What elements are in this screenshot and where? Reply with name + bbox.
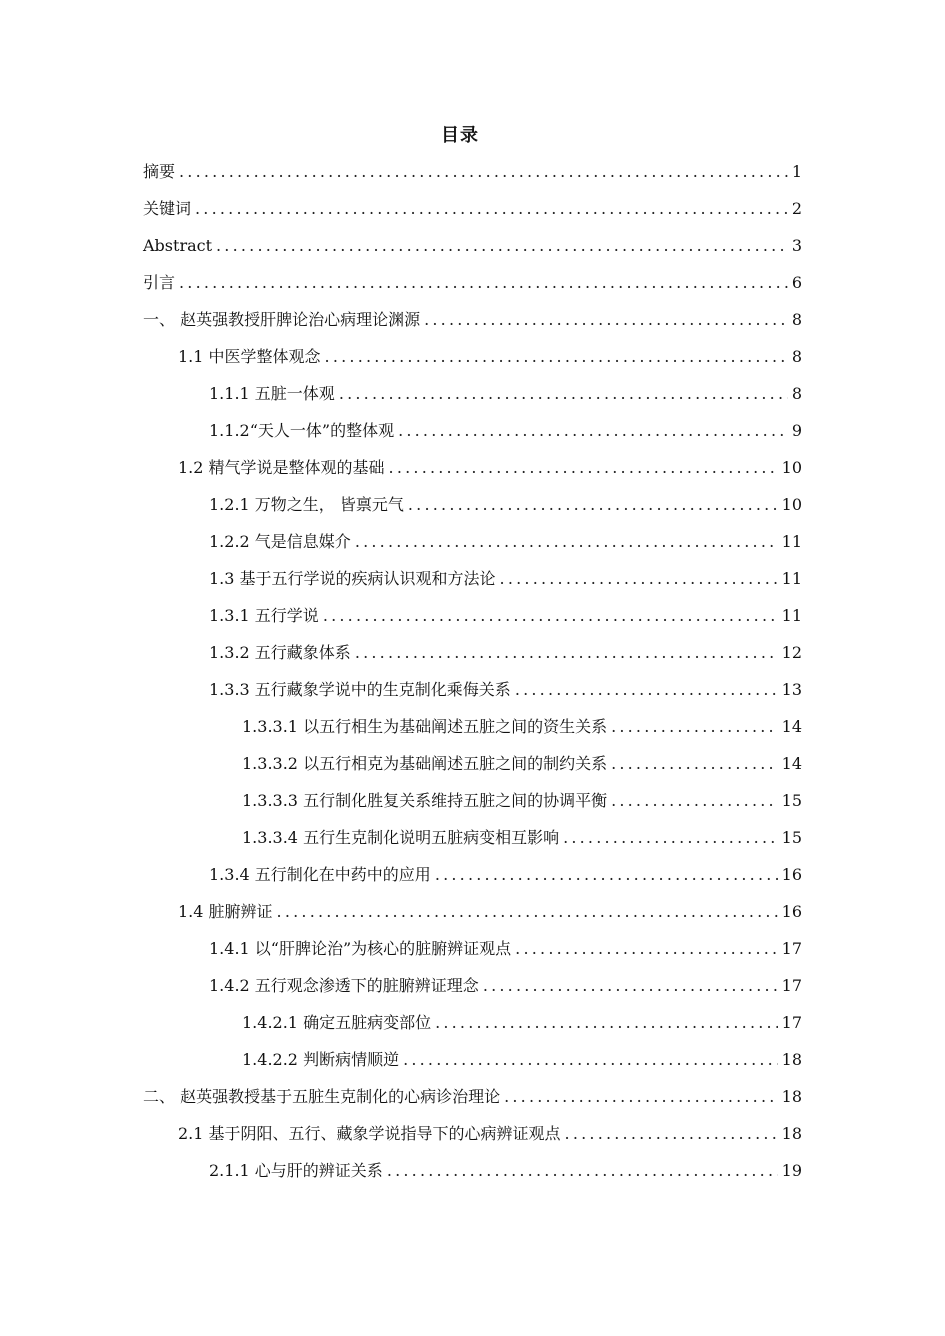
toc-dot-leader: [403, 1050, 778, 1070]
toc-page-number: 6: [791, 272, 802, 292]
toc-dot-leader: [389, 458, 778, 478]
toc-dot-leader: [500, 569, 778, 589]
toc-entry-title: 2.1 基于阴阳、五行、藏象学说指导下的心病辨证观点: [178, 1123, 561, 1143]
toc-entry[interactable]: [0, 671, 945, 708]
toc-page-number: 19: [781, 1160, 802, 1180]
toc-page-number: 17: [781, 975, 802, 995]
toc-dot-leader: [611, 754, 778, 774]
toc-entry[interactable]: [0, 153, 945, 190]
toc-entry-title: 1.3.3.4 五行生克制化说明五脏病变相互影响: [242, 827, 560, 847]
toc-entry-title: 1.3.4 五行制化在中药中的应用: [209, 864, 431, 884]
toc-entry[interactable]: [0, 227, 945, 264]
toc-page-number: 1: [791, 161, 802, 181]
toc-dot-leader: [277, 902, 778, 922]
toc-entry-title: 1.3.3.2 以五行相克为基础阐述五脏之间的制约关系: [242, 753, 608, 773]
toc-entry-title: 2.1.1 心与肝的辨证关系: [209, 1160, 383, 1180]
toc-dot-leader: [323, 606, 778, 626]
toc-page-number: 16: [781, 901, 802, 921]
toc-entry[interactable]: [0, 264, 945, 301]
toc-entry[interactable]: [0, 560, 945, 597]
toc-page-number: 16: [781, 864, 802, 884]
toc-page-number: 17: [781, 1012, 802, 1032]
toc-entry[interactable]: [0, 930, 945, 967]
toc-entry-title: 1.3.2 五行藏象体系: [209, 642, 351, 662]
toc-page-number: 12: [781, 642, 802, 662]
toc-entry-title: Abstract: [143, 235, 213, 255]
toc-entry[interactable]: [0, 782, 945, 819]
toc-dot-leader: [611, 791, 778, 811]
toc-entry-title: 1.4.2.2 判断病情顺逆: [242, 1049, 400, 1069]
toc-dot-leader: [195, 199, 788, 219]
toc-page-number: 8: [791, 309, 802, 329]
toc-dot-leader: [611, 717, 778, 737]
toc-dot-leader: [408, 495, 778, 515]
toc-page-number: 14: [781, 753, 802, 773]
toc-page-number: 14: [781, 716, 802, 736]
toc-entry-title: 1.1.2“天人一体”的整体观: [209, 420, 395, 440]
toc-entry[interactable]: [0, 449, 945, 486]
toc-page-number: 13: [781, 679, 802, 699]
toc-dot-leader: [515, 680, 778, 700]
toc-entry[interactable]: [0, 967, 945, 1004]
toc-entry[interactable]: [0, 190, 945, 227]
toc-entry[interactable]: [0, 375, 945, 412]
toc-entry[interactable]: [0, 1115, 945, 1152]
toc-page-number: 15: [781, 790, 802, 810]
toc-dot-leader: [483, 976, 778, 996]
toc-entry[interactable]: [0, 1078, 945, 1115]
toc-page-number: 2: [791, 198, 802, 218]
toc-page-number: 10: [781, 457, 802, 477]
toc-entry-title: 一、 赵英强教授肝脾论治心病理论渊源: [143, 309, 421, 329]
toc-page-number: 11: [781, 568, 802, 588]
toc-dot-leader: [504, 1087, 778, 1107]
toc-entry[interactable]: [0, 745, 945, 782]
toc-dot-leader: [355, 532, 778, 552]
toc-entry-title: 1.3.3.3 五行制化胜复关系维持五脏之间的协调平衡: [242, 790, 608, 810]
toc-entry[interactable]: [0, 1004, 945, 1041]
toc-entry-title: 1.4 脏腑辨证: [178, 901, 273, 921]
toc-page-number: 15: [781, 827, 802, 847]
toc-entry-title: 1.3.3 五行藏象学说中的生克制化乘侮关系: [209, 679, 511, 699]
toc-page-number: 18: [781, 1049, 802, 1069]
toc-entry-title: 1.2 精气学说是整体观的基础: [178, 457, 385, 477]
toc-entry-title: 摘要: [143, 161, 176, 181]
toc-dot-leader: [179, 162, 788, 182]
toc-title: 目录: [441, 125, 479, 146]
toc-entry[interactable]: [0, 412, 945, 449]
toc-entry-title: 1.3.1 五行学说: [209, 605, 319, 625]
toc-page-number: 17: [781, 938, 802, 958]
toc-dot-leader: [563, 828, 778, 848]
toc-entry-title: 关键词: [143, 198, 192, 218]
toc-dot-leader: [435, 865, 778, 885]
toc-entry-title: 1.4.2 五行观念渗透下的脏腑辨证理念: [209, 975, 479, 995]
toc-dot-leader: [179, 273, 788, 293]
toc-page-number: 8: [791, 383, 802, 403]
toc-dot-leader: [216, 236, 788, 256]
toc-entry[interactable]: [0, 1152, 945, 1189]
toc-entry-title: 1.2.1 万物之生， 皆禀元气: [209, 494, 404, 514]
toc-page-number: 3: [791, 235, 802, 255]
toc-dot-leader: [435, 1013, 778, 1033]
toc-dot-leader: [515, 939, 777, 959]
toc-page-number: 11: [781, 605, 802, 625]
toc-entry[interactable]: [0, 1041, 945, 1078]
toc-page-number: 8: [791, 346, 802, 366]
toc-dot-leader: [355, 643, 778, 663]
toc-page-number: 18: [781, 1123, 802, 1143]
toc-list: [0, 153, 945, 1189]
toc-dot-leader: [398, 421, 788, 441]
toc-entry-title: 1.4.1 以“肝脾论治”为核心的脏腑辨证观点: [209, 938, 512, 958]
toc-dot-leader: [424, 310, 788, 330]
toc-page-number: 9: [791, 420, 802, 440]
toc-dot-leader: [565, 1124, 778, 1144]
toc-entry-title: 1.1 中医学整体观念: [178, 346, 321, 366]
toc-page-number: 11: [781, 531, 802, 551]
toc-entry[interactable]: [0, 819, 945, 856]
toc-entry-title: 引言: [143, 272, 176, 292]
toc-entry-title: 1.3 基于五行学说的疾病认识观和方法论: [209, 568, 496, 588]
toc-entry[interactable]: [0, 486, 945, 523]
toc-page-number: 18: [781, 1086, 802, 1106]
toc-entry[interactable]: [0, 893, 945, 930]
toc-entry[interactable]: [0, 856, 945, 893]
toc-dot-leader: [339, 384, 788, 404]
toc-entry[interactable]: [0, 634, 945, 671]
toc-entry-title: 二、 赵英强教授基于五脏生克制化的心病诊治理论: [143, 1086, 501, 1106]
toc-entry[interactable]: [0, 597, 945, 634]
toc-entry-title: 1.1.1 五脏一体观: [209, 383, 335, 403]
toc-page-number: 10: [781, 494, 802, 514]
toc-dot-leader: [387, 1161, 778, 1181]
toc-entry[interactable]: [0, 338, 945, 375]
toc-dot-leader: [325, 347, 788, 367]
toc-entry[interactable]: [0, 523, 945, 560]
toc-entry-title: 1.2.2 气是信息媒介: [209, 531, 351, 551]
toc-entry[interactable]: [0, 708, 945, 745]
toc-entry-title: 1.3.3.1 以五行相生为基础阐述五脏之间的资生关系: [242, 716, 608, 736]
toc-entry-title: 1.4.2.1 确定五脏病变部位: [242, 1012, 432, 1032]
toc-entry[interactable]: [0, 301, 945, 338]
